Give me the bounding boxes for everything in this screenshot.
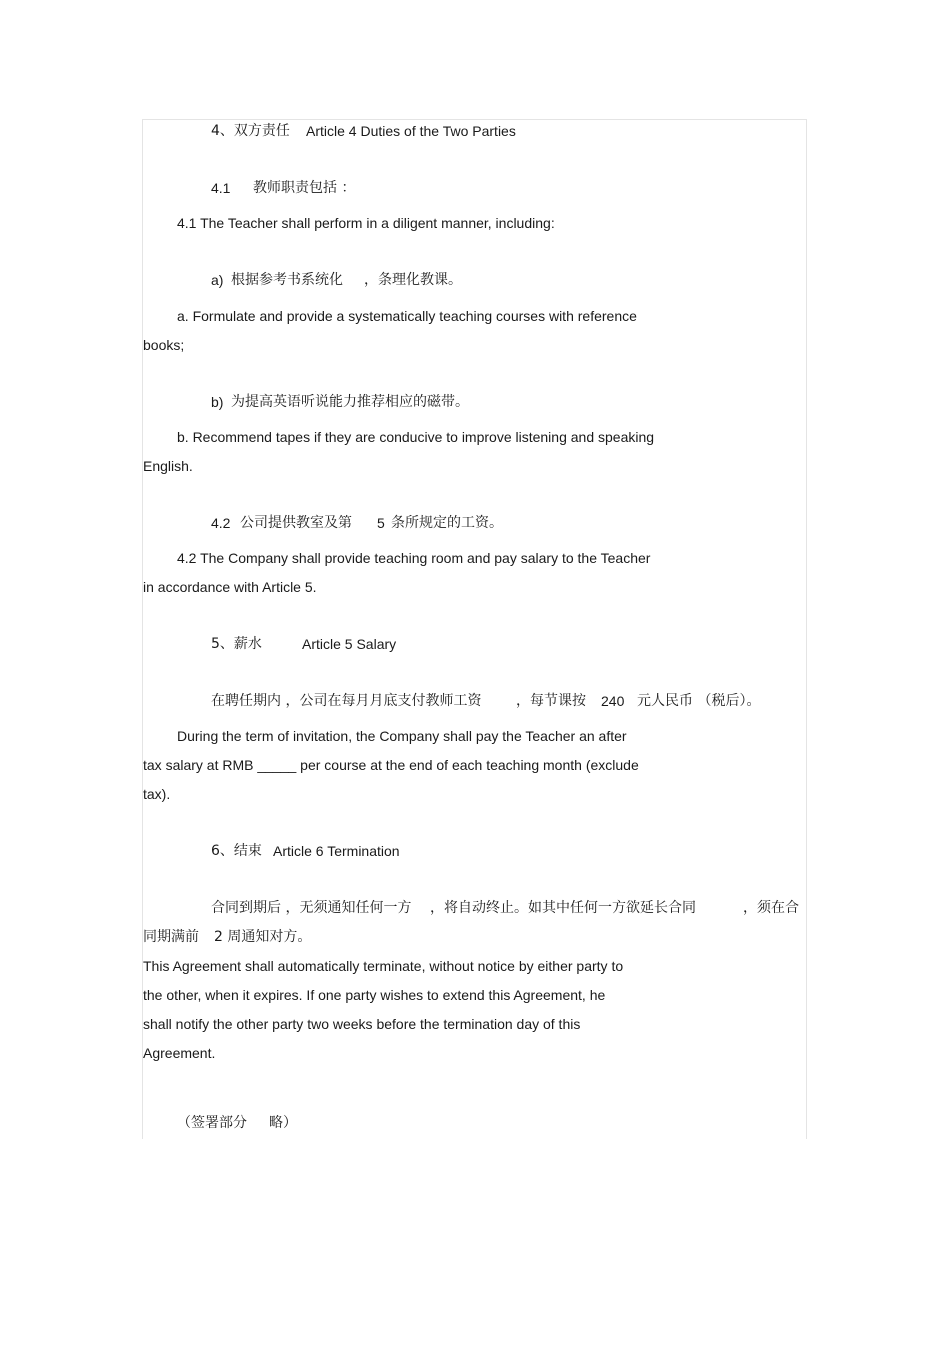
item41-en-text: 4.1 The Teacher shall perform in a diligent manner, including: <box>177 215 555 231</box>
item42-cn-text-3: 条所规定的工资。 <box>391 515 503 531</box>
article6-cn-1: 合同到期后 ，无须通知任何一方 <box>211 900 412 916</box>
article4-heading-en: Article 4 Duties of the Two Parties <box>306 123 516 139</box>
item-b-prefix: b) <box>211 394 224 410</box>
item42-en-line2: in accordance with Article 5. <box>143 579 317 595</box>
item-a-cn-text-1: 根据参考书系统化 <box>231 272 343 288</box>
item-a-cn-text-2: ，条理化教课。 <box>364 272 462 288</box>
article6-en-line4: Agreement. <box>143 1045 216 1061</box>
article5-en-line1: During the term of invitation, the Company shall pay the Teacher an after <box>177 728 627 744</box>
article5-en-line2: tax salary at RMB _____ per course at the end of each teaching month (exclude <box>143 757 639 773</box>
item-b-cn-text: 为提高英语听说能力推荐相应的磁带。 <box>231 394 469 410</box>
item42-number: 4.2 <box>211 515 231 531</box>
article5-cn-4: 元人民币 （税后）。 <box>637 693 761 709</box>
signature-note-1: （签署部分 <box>177 1115 247 1131</box>
article6-cn-line2-1: 同期满前 <box>143 929 199 945</box>
article5-heading-en: Article 5 Salary <box>302 636 397 652</box>
article4-heading-cn: 4、双方责任 <box>211 123 290 139</box>
item42-cn-text-2: 5 <box>377 515 385 531</box>
item-a-en-line1: a. Formulate and provide a systematically teaching courses with reference <box>177 308 637 324</box>
article6-en-line3: shall notify the other party two weeks before the termination day of this <box>143 1016 581 1032</box>
article5-cn-3: 240 <box>601 693 625 709</box>
item42-en-line1: 4.2 The Company shall provide teaching room and pay salary to the Teacher <box>177 550 651 566</box>
article6-heading-en: Article 6 Termination <box>273 843 400 859</box>
item-a-prefix: a) <box>211 272 224 288</box>
item42-cn-text-1: 公司提供教室及第 <box>240 515 352 531</box>
item41-cn-text: 教师职责包括 ： <box>253 180 356 196</box>
item-b-en-line1: b. Recommend tapes if they are conducive to improve listening and speaking <box>177 429 655 445</box>
article6-en-line2: the other, when it expires. If one party wishes to extend this Agreement, he <box>143 987 606 1003</box>
item-b-en-line2: English. <box>143 458 193 474</box>
article5-cn-2: ，每节课按 <box>516 693 586 709</box>
article5-en-line3: tax). <box>143 786 171 802</box>
article6-cn-3: ，须在合 <box>743 900 799 916</box>
article5-heading-cn: 5、薪水 <box>211 636 262 652</box>
article6-heading-cn: 6、结束 <box>211 843 262 859</box>
article6-en-line1: This Agreement shall automatically terminate, without notice by either party to <box>143 958 624 974</box>
article5-cn-1: 在聘任期内 ，公司在每月月底支付教师工资 <box>211 693 482 709</box>
article6-cn-2: ，将自动终止。如其中任何一方欲延长合同 <box>430 900 696 916</box>
item41-number: 4.1 <box>211 180 231 196</box>
article6-cn-line2-2: 2 周通知对方。 <box>214 929 312 945</box>
item-a-en-line2: books; <box>143 337 185 353</box>
signature-note-2: 略） <box>269 1115 297 1131</box>
